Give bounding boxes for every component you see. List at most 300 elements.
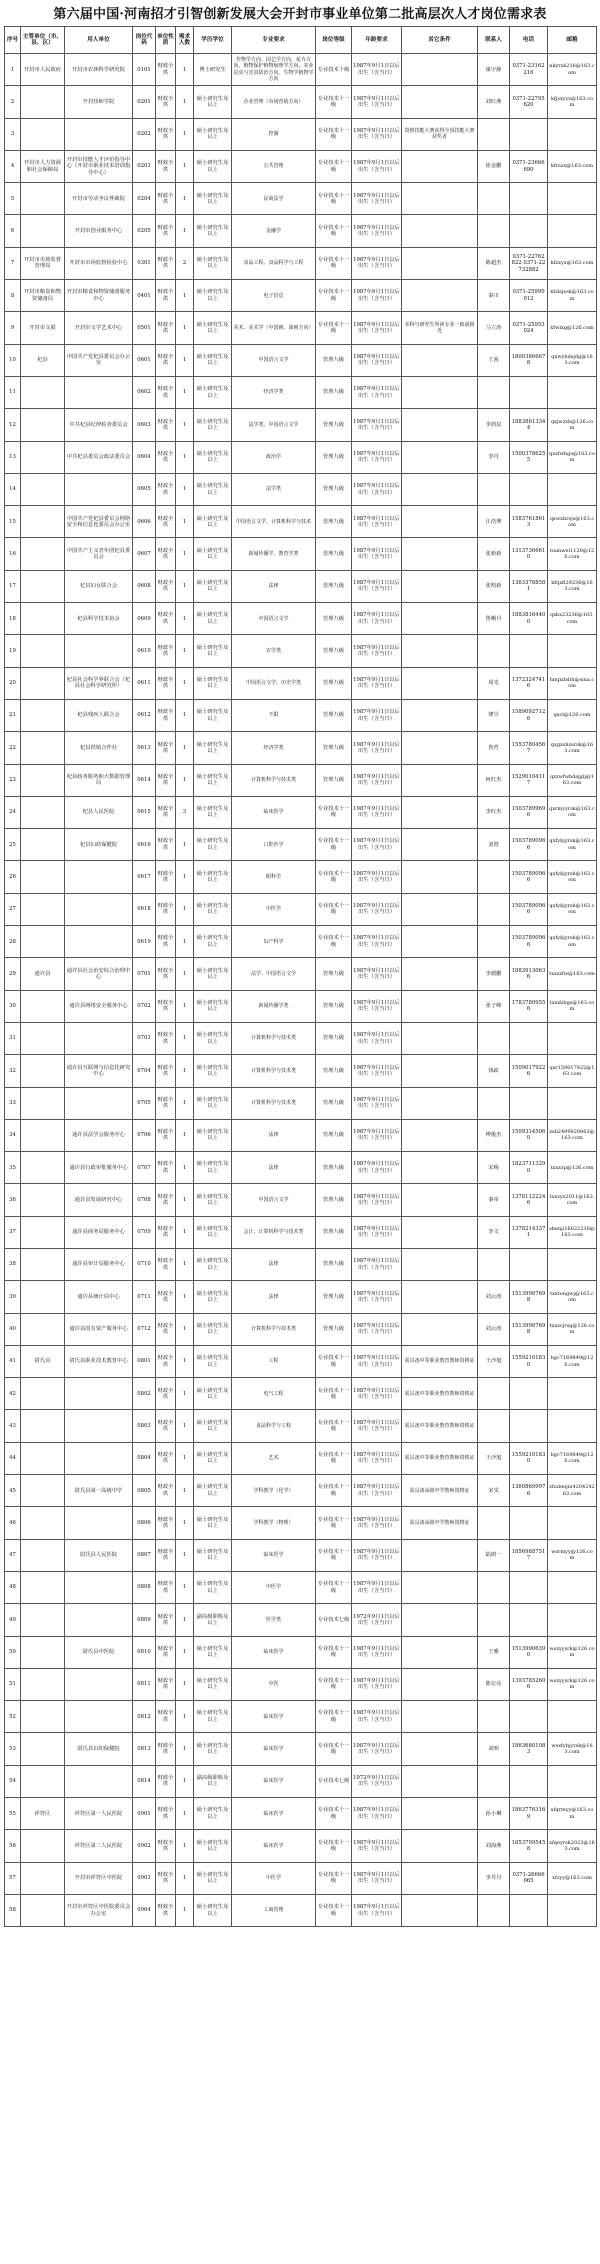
position-level-cell: 管理九级 [316,1119,352,1151]
position-code-cell: 0710 [133,1248,156,1280]
phone-cell: 18237113290 [510,1152,548,1184]
phone-cell: 15037890966 [510,829,548,861]
degree-cell: 硕士研究生及以上 [194,1830,232,1862]
position-code-cell: 0814 [133,1765,156,1797]
employer-cell [65,473,133,505]
degree-cell: 硕士研究生及以上 [194,1733,232,1765]
employer-cell: 开封市文学艺术中心 [65,312,133,344]
headcount-cell: 1 [176,926,194,958]
age-requirement-cell: 1987年9月1日以后出生（含当日） [352,829,402,861]
email-cell: qxwybdsjdg@163.com [548,344,597,376]
position-level-cell: 管理九级 [316,1216,352,1248]
supervising-unit-cell [21,1313,65,1345]
supervising-unit-cell [21,1119,65,1151]
contact-person-cell: 李丹丹 [478,1862,510,1894]
unit-type-cell: 财政全供 [156,538,176,570]
row-number-cell: 37 [5,1216,21,1248]
position-level-cell: 专业技术十一级 [316,150,352,182]
supervising-unit-cell: 通许县 [21,958,65,990]
table-row [5,796,597,828]
major-cell: 临床医学 [232,796,316,828]
phone-cell: 15139906390 [510,1636,548,1668]
other-conditions-cell [402,1055,478,1087]
table-row [5,1216,597,1248]
headcount-cell: 1 [176,1765,194,1797]
other-conditions-cell [402,699,478,731]
position-code-cell: 0805 [133,1475,156,1507]
employer-cell: 开封市劳动争议仲裁院 [65,183,133,215]
contact-person-cell: 秦帝 [478,1184,510,1216]
employer-cell: 杞县妇幼保健院 [65,829,133,861]
contact-person-cell: 李文 [478,1216,510,1248]
degree-cell: 硕士研究生及以上 [194,796,232,828]
table-row [5,247,597,279]
supervising-unit-cell: 开封市文联 [21,312,65,344]
email-cell [548,183,597,215]
other-conditions-cell: 需具备中等职业教育教师资格证 [402,1378,478,1410]
position-code-cell: 0903 [133,1862,156,1894]
contact-person-cell [478,926,510,958]
headcount-cell: 1 [176,1862,194,1894]
supervising-unit-cell [21,86,65,118]
unit-type-cell: 财政全供 [156,1281,176,1313]
row-number-cell: 16 [5,538,21,570]
headcount-cell: 1 [176,1345,194,1377]
position-code-cell: 0101 [133,54,156,86]
contact-person-cell [478,118,510,150]
unit-type-cell: 财政全供 [156,1539,176,1571]
major-cell: 法学类、中国语言文学 [232,409,316,441]
position-level-cell: 专业技术十一级 [316,280,352,312]
contact-person-cell: 李丹 [478,441,510,473]
major-cell: 计算机科学与技术类 [232,1313,316,1345]
supervising-unit-cell: 尉氏县 [21,1345,65,1377]
email-cell: xfzyy@163.com [548,1862,597,1894]
email-cell: qxgxshzsrsk@163.com [548,732,597,764]
position-level-cell: 专业技术十一级 [316,1668,352,1700]
unit-type-cell: 财政全供 [156,1733,176,1765]
table-row [5,926,597,958]
email-cell: kfjsxyyz@163.com [548,86,597,118]
age-requirement-cell: 1987年9月1日以后出生（含当日） [352,441,402,473]
headcount-cell: 1 [176,1733,194,1765]
row-number-cell: 46 [5,1507,21,1539]
supervising-unit-cell [21,1636,65,1668]
unit-type-cell: 财政全供 [156,667,176,699]
table-header-row [5,27,597,54]
supervising-unit-cell [21,1701,65,1733]
headcount-cell: 1 [176,183,194,215]
contact-person-cell: 陆树一 [478,1539,510,1571]
supervising-unit-cell [21,538,65,570]
email-cell [548,1022,597,1054]
age-requirement-cell: 1987年9月1日以后出生（含当日） [352,118,402,150]
major-cell: 电子信息 [232,280,316,312]
employer-cell [65,1571,133,1603]
headcount-cell: 2 [176,247,194,279]
row-number-cell: 56 [5,1830,21,1862]
contact-person-cell: 鲁峨丹 [478,603,510,635]
position-code-cell: 0616 [133,829,156,861]
table-row [5,1119,597,1151]
row-number-cell: 55 [5,1798,21,1830]
major-cell: 法律 [232,1248,316,1280]
headcount-cell: 1 [176,1571,194,1603]
contact-person-cell: 宋梅 [478,1152,510,1184]
email-cell: qxzwfwbdsjglj@163.com [548,764,597,796]
contact-person-cell: 宋雯 [478,1475,510,1507]
phone-cell: 18838613344 [510,409,548,441]
employer-cell [65,376,133,408]
position-code-cell: 0810 [133,1636,156,1668]
contact-person-cell: 汪浩博 [478,506,510,538]
employer-cell [65,893,133,925]
contact-person-cell [478,183,510,215]
email-cell: xfqeyrsk2023@163.com [548,1830,597,1862]
table-row [5,1087,597,1119]
supervising-unit-cell [21,1571,65,1603]
supervising-unit-cell [21,118,65,150]
phone-cell: 15290104117 [510,764,548,796]
headcount-cell: 1 [176,1798,194,1830]
supervising-unit-cell [21,183,65,215]
major-cell: 计算机科学与技术类 [232,764,316,796]
other-conditions-cell [402,796,478,828]
position-level-cell: 专业技术十一级 [316,829,352,861]
unit-type-cell: 财政全供 [156,1184,176,1216]
row-number-cell: 58 [5,1894,21,1926]
contact-person-cell: 何红杰 [478,764,510,796]
major-cell: 法学类 [232,473,316,505]
employer-cell [65,1507,133,1539]
positions-table [4,26,597,1927]
position-level-cell: 管理九级 [316,1281,352,1313]
row-number-cell: 50 [5,1636,21,1668]
phone-cell: 18003866678 [510,344,548,376]
phone-cell: 0371-23162216 [510,54,548,86]
row-number-cell: 8 [5,280,21,312]
major-cell: 妇产科学 [232,926,316,958]
phone-cell: 0371-22795620 [510,86,548,118]
email-cell: xfqrmyy@163.com [548,1798,597,1830]
major-cell: 临床医学 [232,1733,316,1765]
employer-cell: 通许县行政审批服务中心 [65,1152,133,1184]
position-level-cell: 管理九级 [316,1022,352,1054]
degree-cell: 硕士研究生及以上 [194,1281,232,1313]
supervising-unit-cell [21,603,65,635]
major-cell: 临床医学 [232,1830,316,1862]
email-cell: qxfybjyrsk@163.com [548,893,597,925]
contact-person-cell [478,1765,510,1797]
row-number-cell: 18 [5,603,21,635]
employer-cell [65,1701,133,1733]
email-cell: txxtongwj@163.com [548,1281,597,1313]
other-conditions-cell [402,1894,478,1926]
phone-cell [510,376,548,408]
supervising-unit-cell: 开封市市场监督管理局 [21,247,65,279]
position-level-cell: 管理九级 [316,667,352,699]
phone-cell [510,635,548,667]
table-row [5,86,597,118]
row-number-cell: 29 [5,958,21,990]
phone-cell: 15537804567 [510,732,548,764]
major-cell: 临床医学 [232,1765,316,1797]
age-requirement-cell: 1987年9月1日以后出生（含当日） [352,1184,402,1216]
employer-cell: 杞县社会科学界联合会（杞县社会科学研究所） [65,667,133,699]
degree-cell: 硕士研究生及以上 [194,376,232,408]
phone-cell [510,1765,548,1797]
table-row [5,54,597,86]
row-number-cell: 25 [5,829,21,861]
other-conditions-cell: 需具备中等职业教育教师资格证 [402,1410,478,1442]
email-cell: wszyysrk@126.com [548,1636,597,1668]
headcount-cell: 1 [176,473,194,505]
position-code-cell: 0703 [133,1022,156,1054]
supervising-unit-cell [21,215,65,247]
major-cell: 计算机科学与技术类 [232,1055,316,1087]
table-row [5,667,597,699]
age-requirement-cell: 1987年9月1日以后出生（含当日） [352,1152,402,1184]
table-row [5,409,597,441]
age-requirement-cell: 1987年9月1日以后出生（含当日） [352,86,402,118]
supervising-unit-cell: 祥符区 [21,1798,65,1830]
position-code-cell: 0701 [133,958,156,990]
other-conditions-cell [402,1765,478,1797]
major-cell: 食品科学与工程 [232,1410,316,1442]
supervising-unit-cell [21,1248,65,1280]
age-requirement-cell: 1987年9月1日以后出生（含当日） [352,635,402,667]
degree-cell: 硕士研究生及以上 [194,893,232,925]
row-number-cell: 4 [5,150,21,182]
degree-cell: 硕士研究生及以上 [194,990,232,1022]
headcount-cell: 1 [176,441,194,473]
position-level-cell: 专业技术七级 [316,1765,352,1797]
age-requirement-cell: 1987年9月1日以后出生（含当日） [352,958,402,990]
employer-cell [65,1604,133,1636]
major-cell: 经济学类 [232,732,316,764]
headcount-cell: 1 [176,1636,194,1668]
email-cell [548,1507,597,1539]
major-cell: 临床医学 [232,1539,316,1571]
contact-person-cell [478,1507,510,1539]
contact-person-cell: 张子峰 [478,990,510,1022]
contact-person-cell [478,473,510,505]
table-row [5,861,597,893]
table-row [5,829,597,861]
position-level-cell: 专业技术十一级 [316,1894,352,1926]
employer-cell [65,1765,133,1797]
position-level-cell: 管理九级 [316,1184,352,1216]
phone-cell: 13782143371 [510,1216,548,1248]
position-code-cell: 0619 [133,926,156,958]
degree-cell: 硕士研究生及以上 [194,312,232,344]
supervising-unit-cell [21,1216,65,1248]
supervising-unit-cell [21,506,65,538]
table-row [5,1507,597,1539]
other-conditions-cell [402,538,478,570]
age-requirement-cell: 1987年9月1日以后出生（含当日） [352,990,402,1022]
position-level-cell: 专业技术十一级 [316,1830,352,1862]
position-level-cell: 专业技术十一级 [316,1345,352,1377]
employer-cell: 中国共产党杞县委员会办公室 [65,344,133,376]
column-header: 专业要求 [232,27,316,54]
other-conditions-cell [402,1571,478,1603]
other-conditions-cell: 资格技能大赛获得全国技能大赛获奖者 [402,118,478,150]
table-row [5,1055,597,1087]
supervising-unit-cell [21,1862,65,1894]
employer-cell [65,1087,133,1119]
age-requirement-cell: 1987年9月1日以后出生（含当日） [352,1216,402,1248]
position-code-cell: 0807 [133,1539,156,1571]
table-row [5,1765,597,1797]
row-number-cell: 35 [5,1152,21,1184]
table-row [5,1313,597,1345]
position-level-cell: 专业技术十一级 [316,86,352,118]
age-requirement-cell: 1987年9月1日以后出生（含当日） [352,312,402,344]
headcount-cell: 1 [176,1055,194,1087]
headcount-cell: 1 [176,1701,194,1733]
position-code-cell: 0712 [133,1313,156,1345]
headcount-cell: 1 [176,732,194,764]
supervising-unit-cell [21,1152,65,1184]
degree-cell: 硕士研究生及以上 [194,473,232,505]
email-cell [548,118,597,150]
major-cell: 新闻传播学类 [232,990,316,1022]
email-cell [548,1378,597,1410]
supervising-unit-cell [21,1410,65,1442]
phone-cell [510,473,548,505]
headcount-cell: 1 [176,635,194,667]
unit-type-cell: 财政全供 [156,1378,176,1410]
age-requirement-cell: 1987年9月1日以后出生（含当日） [352,1571,402,1603]
position-code-cell: 0610 [133,635,156,667]
other-conditions-cell [402,958,478,990]
headcount-cell: 1 [176,1410,194,1442]
unit-type-cell: 财政全供 [156,441,176,473]
position-code-cell: 0201 [133,86,156,118]
phone-cell [510,1410,548,1442]
headcount-cell: 1 [176,1378,194,1410]
table-row [5,344,597,376]
age-requirement-cell: 1987年9月1日以后出生（含当日） [352,1733,402,1765]
email-cell [548,215,597,247]
unit-type-cell: 财政全供 [156,732,176,764]
table-row [5,603,597,635]
table-row [5,958,597,990]
age-requirement-cell: 1987年9月1日以后出生（含当日） [352,861,402,893]
phone-cell: 13937852606 [510,1668,548,1700]
row-number-cell: 36 [5,1184,21,1216]
row-number-cell: 5 [5,183,21,215]
major-cell: 控制 [232,118,316,150]
contact-person-cell: 马立涛 [478,312,510,344]
row-number-cell: 44 [5,1442,21,1474]
row-number-cell: 3 [5,118,21,150]
position-level-cell: 专业技术十一级 [316,893,352,925]
supervising-unit-cell [21,409,65,441]
major-cell: 法律 [232,1152,316,1184]
supervising-unit-cell [21,1281,65,1313]
degree-cell: 硕士研究生及以上 [194,570,232,602]
other-conditions-cell: 需具备中等职业教育教师资格证 [402,1345,478,1377]
other-conditions-cell [402,1313,478,1345]
employer-cell [65,1668,133,1700]
degree-cell: 硕士研究生及以上 [194,441,232,473]
other-conditions-cell [402,376,478,408]
position-level-cell: 专业技术十一级 [316,1862,352,1894]
headcount-cell: 1 [176,215,194,247]
age-requirement-cell: 1987年9月1日以后出生（含当日） [352,1475,402,1507]
employer-cell: 开封市粮食和物资储备服务中心 [65,280,133,312]
email-cell: hgc7169849@126.com [548,1345,597,1377]
contact-person-cell: 王雅 [478,1636,510,1668]
table-row [5,280,597,312]
contact-person-cell: 李德鹏 [478,958,510,990]
email-cell: wsrmyy@126.com [548,1539,597,1571]
degree-cell: 硕士研究生及以上 [194,829,232,861]
age-requirement-cell: 1987年9月1日以后出生（含当日） [352,1087,402,1119]
degree-cell: 硕士研究生及以上 [194,118,232,150]
row-number-cell: 15 [5,506,21,538]
table-row [5,1798,597,1830]
employer-cell [65,926,133,958]
position-code-cell: 0711 [133,1281,156,1313]
phone-cell [510,1087,548,1119]
employer-cell: 祥符区第一人民医院 [65,1798,133,1830]
column-header: 岗位等级 [316,27,352,54]
table-row [5,1022,597,1054]
age-requirement-cell: 1987年9月1日以后出生（含当日） [352,183,402,215]
age-requirement-cell: 1987年9月1日以后出生（含当日） [352,732,402,764]
position-level-cell: 专业技术七级 [316,1604,352,1636]
row-number-cell: 49 [5,1604,21,1636]
employer-cell: 尉氏县第一高级中学 [65,1475,133,1507]
position-code-cell: 0614 [133,764,156,796]
position-level-cell: 专业技术十一级 [316,1571,352,1603]
row-number-cell: 33 [5,1087,21,1119]
row-number-cell: 12 [5,409,21,441]
email-cell: txxzyx2011@163.com [548,1184,597,1216]
table-row [5,699,597,731]
age-requirement-cell: 1987年9月1日以后出生（含当日） [352,699,402,731]
contact-person-cell: 陈宏亮 [478,1668,510,1700]
contact-person-cell: 鲁哲 [478,732,510,764]
supervising-unit-cell [21,1733,65,1765]
contact-person-cell: 刘云涛 [478,1281,510,1313]
position-code-cell: 0809 [133,1604,156,1636]
table-row [5,1539,597,1571]
other-conditions-cell [402,829,478,861]
degree-cell: 硕士研究生及以上 [194,1507,232,1539]
row-number-cell: 20 [5,667,21,699]
other-conditions-cell [402,506,478,538]
headcount-cell: 1 [176,344,194,376]
unit-type-cell: 财政全供 [156,1636,176,1668]
email-cell: qxfybjyrsk@163.com [548,926,597,958]
phone-cell: 15003786255 [510,441,548,473]
age-requirement-cell: 1987年9月1日以后出生（含当日） [352,1313,402,1345]
major-cell: 学科教学（化学） [232,1475,316,1507]
age-requirement-cell: 1987年9月1日以后出生（含当日） [352,1442,402,1474]
contact-person-cell: 徐金鹏 [478,150,510,182]
unit-type-cell: 财政全供 [156,570,176,602]
row-number-cell: 45 [5,1475,21,1507]
unit-type-cell: 财政全供 [156,1571,176,1603]
phone-cell: 15890927126 [510,699,548,731]
phone-cell: 15037890966 [510,861,548,893]
position-level-cell: 专业技术十一级 [316,215,352,247]
unit-type-cell: 财政全供 [156,1862,176,1894]
